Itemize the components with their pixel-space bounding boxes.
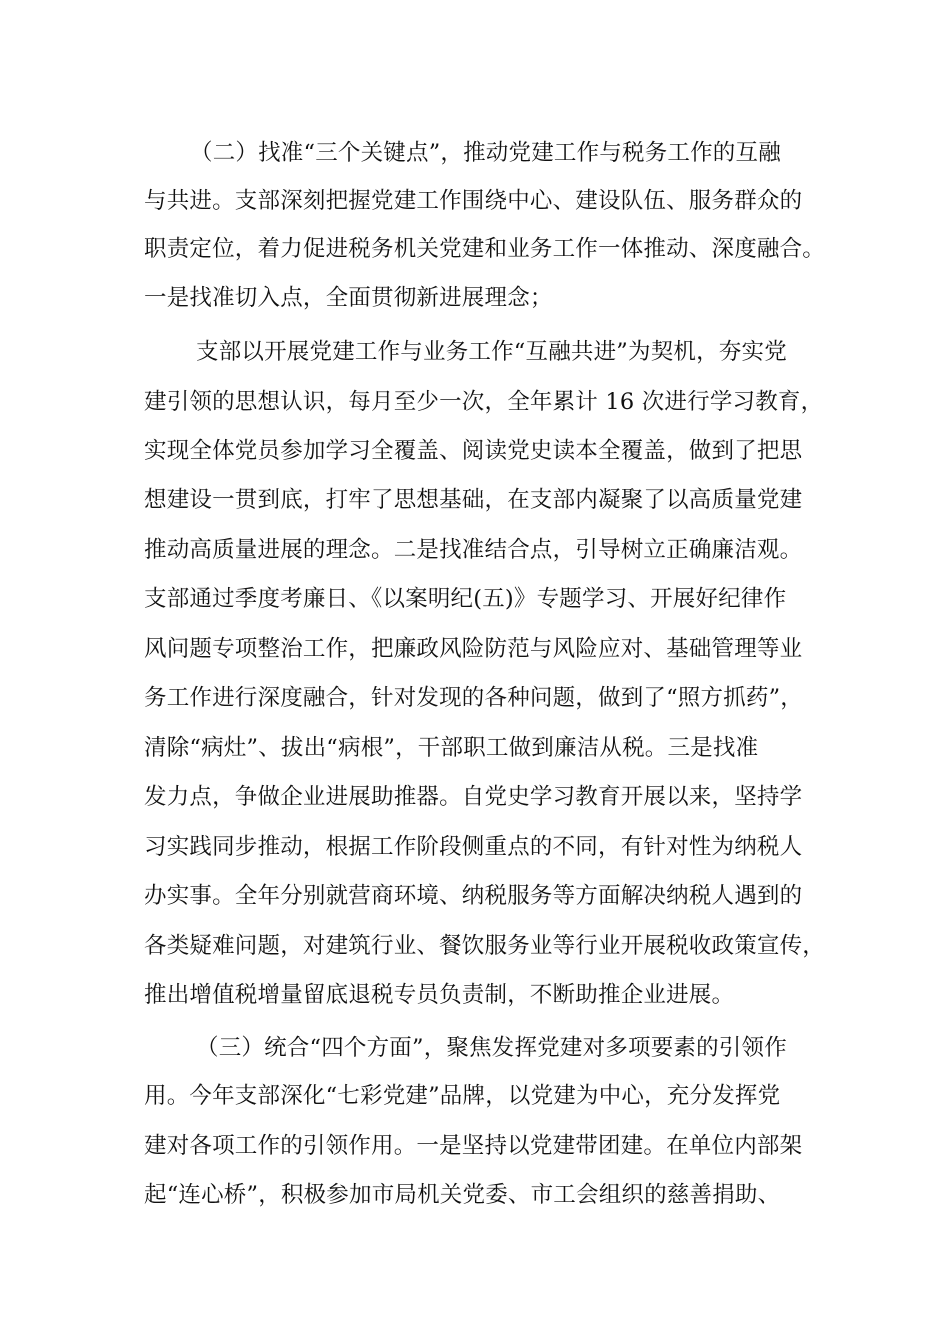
text-line-2: 与共进。支部深刻把握党建工作围绕中心、建设队伍、服务群众的: [144, 188, 803, 214]
text-line-18: 推出增值税增量留底退税专员负责制，不断助推企业进展。: [144, 982, 735, 1008]
text-line-21: 建对各项工作的引领作用。一是坚持以党建带团建。在单位内部架: [144, 1133, 803, 1159]
text-line-12: 务工作进行深度融合，针对发现的各种问题，做到了“照方抓药”，: [144, 685, 804, 711]
text-line-14: 发力点，争做企业进展助推器。自党史学习教育开展以来，坚持学: [144, 784, 803, 810]
text-line-5: 支部以开展党建工作与业务工作“互融共进”为契机，夯实党: [196, 339, 787, 365]
text-line-16: 办实事。全年分别就营商环境、纳税服务等方面解决纳税人遇到的: [144, 883, 803, 909]
text-line-7: 实现全体党员参加学习全覆盖、阅读党史读本全覆盖，做到了把思: [144, 438, 803, 464]
text-line-10: 支部通过季度考廉日、《以案明纪(五)》专题学习、开展好纪律作: [144, 586, 787, 612]
text-line-11: 风问题专项整治工作，把廉政风险防范与风险应对、基础管理等业: [144, 636, 803, 662]
text-line-22: 起“连心桥”，积极参加市局机关党委、市工会组织的慈善捐助、: [144, 1182, 781, 1208]
text-line-17: 各类疑难问题，对建筑行业、餐饮服务业等行业开展税收政策宣传，: [144, 933, 826, 959]
text-line-13: 清除“病灶”、拔出“病根”，干部职工做到廉洁从税。三是找准: [144, 735, 759, 761]
text-line-6: 建引领的思想认识，每月至少一次，全年累计 16 次进行学习教育，: [144, 389, 824, 415]
text-line-1: （二）找准“三个关键点”，推动党建工作与税务工作的互融: [190, 140, 781, 166]
text-line-4: 一是找准切入点，全面贯彻新进展理念；: [144, 285, 553, 311]
text-line-9: 推动高质量进展的理念。二是找准结合点，引导树立正确廉洁观。: [144, 537, 803, 563]
text-line-20: 用。今年支部深化“七彩党建”品牌，以党建为中心，充分发挥党: [144, 1083, 781, 1109]
text-line-3: 职责定位，着力促进税务机关党建和业务工作一体推动、深度融合。: [144, 236, 826, 262]
text-line-15: 习实践同步推动，根据工作阶段侧重点的不同，有针对性为纳税人: [144, 834, 803, 860]
text-line-19: （三）统合“四个方面”，聚焦发挥党建对多项要素的引领作: [196, 1035, 787, 1061]
text-line-8: 想建设一贯到底，打牢了思想基础，在支部内凝聚了以高质量党建: [144, 487, 803, 513]
